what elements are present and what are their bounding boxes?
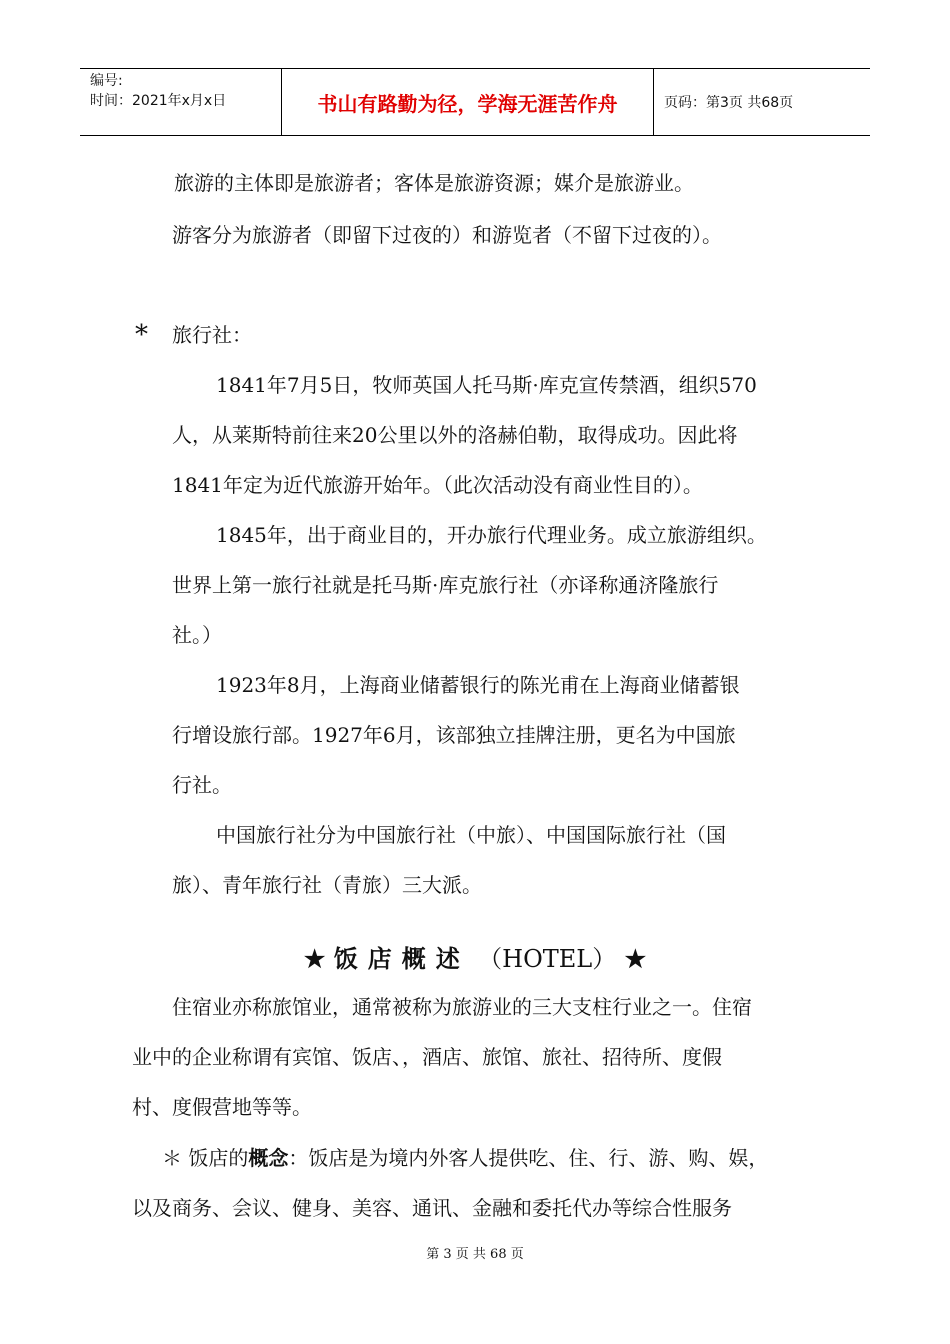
travel-agency-title: 旅行社： [172, 323, 252, 347]
header-date-label: 时间：2021年x月x日 [90, 93, 227, 109]
para4-line1: 中国旅行社分为中国旅行社（中旅）、中国国际旅行社（国 [216, 823, 726, 847]
page-footer: 第 3 页 共 68 页 [426, 1247, 524, 1262]
para1-line3: 1841年定为近代旅游开始年。（此次活动没有商业性目的）。 [172, 473, 703, 497]
body-line-visitors: 游客分为旅游者（即留下过夜的）和游览者（不留下过夜的）。 [172, 223, 722, 247]
para2-line2: 世界上第一旅行社就是托马斯·库克旅行社（亦译称通济隆旅行 [172, 573, 719, 597]
header-meta [80, 69, 282, 135]
para5-line1: 住宿业亦称旅馆业，通常被称为旅游业的三大支柱行业之一。住宿 [172, 995, 752, 1019]
para3-line3: 行社。 [172, 773, 232, 797]
section-heading-hotel [0, 934, 950, 984]
star-bullet: * [135, 320, 148, 350]
heading-star-left: ★ [303, 944, 326, 973]
para6-line2: 以及商务、会议、健身、美容、通讯、金融和委托代办等综合性服务 [132, 1196, 732, 1220]
para4-line2: 旅）、青年旅行社（青旅）三大派。 [172, 873, 482, 897]
heading-star-right: ★ [624, 944, 647, 973]
para6-line1 [162, 1133, 768, 1183]
heading-english: （HOTEL） [478, 945, 617, 973]
para3-line2: 行增设旅行部。1927年6月，该部独立挂牌注册，更名为中国旅 [172, 723, 736, 747]
header-number-label: 编号: [90, 73, 123, 89]
header-motto: 书山有路勤为径，学海无涯苦作舟 [282, 69, 654, 135]
para5-line2: 业中的企业称谓有宾馆、饭店、，酒店、旅馆、旅社、招待所、度假 [132, 1045, 722, 1069]
concept-term: 概念 [248, 1146, 289, 1170]
para1-line1: 1841年7月5日，牧师英国人托马斯·库克宣传禁酒，组织570 [216, 373, 757, 397]
body-line-subject: 旅游的主体即是旅游者；客体是旅游资源；媒介是旅游业。 [174, 171, 694, 195]
para6-prefix: ＊ 饭店的 [162, 1146, 249, 1170]
header-page-info: 页码：第3页 共68页 [664, 95, 794, 111]
heading-title: 饭店概述 [333, 944, 470, 973]
para3-line1: 1923年8月，上海商业储蓄银行的陈光甫在上海商业储蓄银 [216, 673, 740, 697]
para6-line1-rest: ：饭店是为境内外客人提供吃、住、行、游、购、娱， [288, 1146, 769, 1170]
para2-line1: 1845年，出于商业目的，开办旅行代理业务。成立旅游组织。 [216, 523, 767, 547]
para2-line3: 社。） [172, 623, 222, 647]
page-header [80, 68, 870, 136]
para1-line2: 人，从莱斯特前往来20公里以外的洛赫伯勒，取得成功。因此将 [172, 423, 738, 447]
para5-line3: 村、度假营地等等。 [132, 1095, 312, 1119]
